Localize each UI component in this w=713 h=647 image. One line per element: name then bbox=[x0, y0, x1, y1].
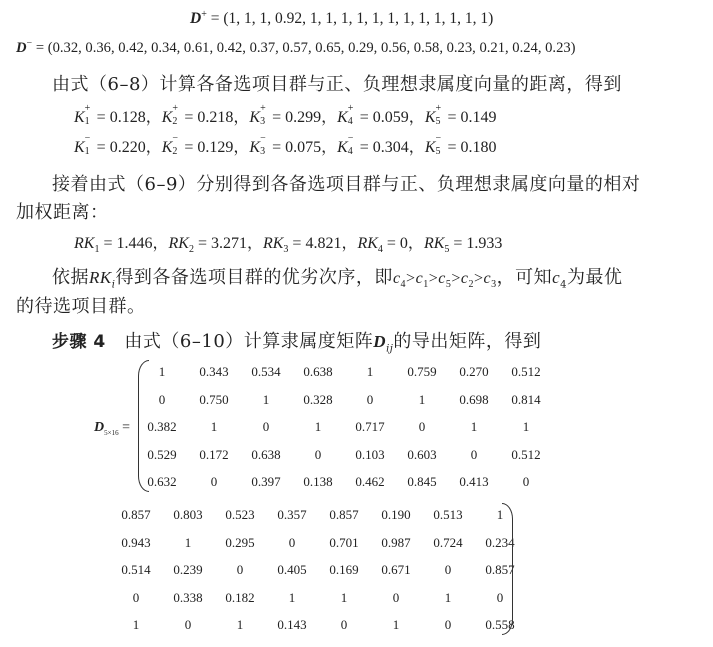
d-minus-symbol: D bbox=[16, 40, 27, 56]
matrix-right-cell: 0.169 bbox=[329, 562, 359, 577]
k-minus-sub: 4 bbox=[347, 146, 353, 157]
k-minus-symbol: K bbox=[74, 139, 85, 156]
k-plus-term bbox=[74, 103, 162, 127]
k-plus-sub: 4 bbox=[347, 116, 353, 127]
matrix-right-row bbox=[110, 590, 530, 610]
matrix-right-cell: 0.943 bbox=[121, 534, 151, 550]
k-minus-row bbox=[74, 134, 497, 157]
matrix-left-cell: 0 bbox=[210, 474, 218, 489]
ranking-text-c: ，可知 bbox=[496, 267, 553, 288]
k-minus-term bbox=[161, 133, 250, 157]
step-4-text-b: 的导出矩阵，得到 bbox=[393, 331, 542, 352]
matrix-left-row bbox=[136, 474, 556, 494]
rk-row bbox=[74, 230, 503, 256]
matrix-left-cell: 0.328 bbox=[303, 391, 333, 407]
k-plus-value: = 0.299， bbox=[268, 109, 338, 126]
matrix-right-cell: 0.239 bbox=[173, 562, 203, 577]
matrix-left-cell: 0.512 bbox=[511, 446, 541, 462]
matrix-right-cell: 0.338 bbox=[173, 589, 203, 605]
matrix-left-cell: 0.397 bbox=[251, 474, 281, 489]
matrix-right-cell: 0 bbox=[184, 617, 192, 632]
matrix-right-block bbox=[110, 507, 515, 637]
matrix-right-cell: 0.857 bbox=[121, 507, 151, 522]
k-minus-term bbox=[249, 133, 338, 157]
k-plus-indices bbox=[435, 103, 443, 127]
step-4-line bbox=[52, 327, 541, 353]
matrix-left-cell: 1 bbox=[158, 364, 166, 379]
d-minus-equation bbox=[16, 40, 576, 57]
rk-sub: 4 bbox=[377, 244, 383, 256]
matrix-right-cell: 0.558 bbox=[485, 617, 515, 632]
matrix-right-cell: 0.671 bbox=[381, 562, 411, 577]
matrix-right-cell: 0.513 bbox=[433, 507, 463, 522]
rk-value: = 4.821， bbox=[288, 235, 358, 252]
matrix-left-cell: 0.759 bbox=[407, 364, 437, 379]
matrix-left-cell: 0.814 bbox=[511, 391, 541, 407]
matrix-left-cell: 0.413 bbox=[459, 474, 489, 489]
matrix-left-cell: 1 bbox=[314, 419, 322, 434]
order-item-sub: 2 bbox=[468, 279, 474, 291]
matrix-right-cell: 0.724 bbox=[433, 534, 463, 550]
ranking-text-a: 依据 bbox=[52, 267, 89, 288]
matrix-right-row bbox=[110, 562, 530, 582]
matrix-left-cell: 0.462 bbox=[355, 474, 385, 489]
matrix-right-cell: 0.701 bbox=[329, 534, 359, 550]
k-minus-term bbox=[337, 133, 425, 157]
d-plus-equals: = bbox=[206, 10, 224, 27]
paragraph-weighted-distance-line1: 接着由式（6–9）分别得到各备选项目群与正、负理想隶属度向量的相对 bbox=[52, 174, 641, 195]
order-operator: > bbox=[473, 270, 484, 287]
k-minus-term bbox=[74, 133, 162, 157]
matrix-right-cell: 1 bbox=[288, 589, 296, 605]
matrix-left-cell: 0 bbox=[314, 446, 322, 462]
matrix-right-cell: 0.357 bbox=[277, 507, 307, 522]
rk-value: = 0， bbox=[382, 235, 424, 252]
matrix-left-cell: 0.603 bbox=[407, 446, 437, 462]
k-minus-sup: − bbox=[347, 133, 354, 144]
matrix-left-cell: 0.138 bbox=[303, 474, 333, 489]
matrix-left-row bbox=[136, 392, 556, 412]
k-minus-sup: − bbox=[172, 133, 179, 144]
rk-symbol: RK bbox=[423, 235, 445, 252]
k-minus-sub: 5 bbox=[435, 146, 441, 157]
matrix-left-cell: 0.845 bbox=[407, 474, 437, 489]
matrix-right-cell: 0 bbox=[444, 562, 452, 577]
matrix-right-cell: 0 bbox=[236, 562, 244, 577]
k-minus-sub: 3 bbox=[260, 146, 266, 157]
k-minus-value: = 0.220， bbox=[92, 139, 162, 156]
order-item-sub: 1 bbox=[423, 279, 429, 291]
k-plus-value: = 0.218， bbox=[180, 109, 250, 126]
ranking-order bbox=[392, 270, 497, 291]
matrix-label-sub: 5×16 bbox=[104, 428, 119, 437]
d-plus-sup: + bbox=[201, 8, 207, 20]
matrix-right-row bbox=[110, 617, 530, 637]
k-minus-symbol: K bbox=[337, 139, 348, 156]
ranking-text-b: 得到各备选项目群的优劣次序，即 bbox=[115, 267, 393, 288]
matrix-left-cell: 0 bbox=[418, 419, 426, 434]
k-minus-indices bbox=[172, 133, 180, 157]
matrix-right-cell: 0.523 bbox=[225, 507, 255, 522]
matrix-right-cell: 0 bbox=[340, 617, 348, 632]
step-4-text-a: 由式（6–10）计算隶属度矩阵 bbox=[124, 331, 374, 352]
rk-term bbox=[74, 235, 169, 256]
matrix-label bbox=[94, 420, 130, 436]
matrix-left-cell: 0.632 bbox=[147, 474, 177, 489]
best-c-sub: 4 bbox=[560, 279, 568, 291]
order-item-symbol: c bbox=[415, 270, 424, 287]
d-minus-vector: (0.32, 0.36, 0.42, 0.34, 0.61, 0.42, 0.37, 0.57, 0.65, 0.29, 0.56, 0.58, 0.23, 0.21, 0.24, 0.23) bbox=[47, 40, 576, 56]
matrix-left-cell: 0.512 bbox=[511, 364, 541, 379]
matrix-right-cell: 0.182 bbox=[225, 589, 255, 605]
k-plus-term bbox=[249, 103, 338, 127]
matrix-label-equals: = bbox=[122, 420, 130, 435]
k-minus-indices bbox=[347, 133, 356, 157]
matrix-left-cell: 0 bbox=[158, 391, 166, 407]
k-minus-value: = 0.304， bbox=[355, 139, 425, 156]
k-minus-value: = 0.129， bbox=[180, 139, 250, 156]
k-plus-symbol: K bbox=[337, 109, 348, 126]
matrix-left-cell: 1 bbox=[470, 419, 478, 434]
matrix-left-cell: 0.717 bbox=[355, 419, 385, 434]
k-plus-sup: + bbox=[435, 103, 442, 114]
k-minus-value: = 0.180 bbox=[443, 139, 497, 156]
matrix-left-cell: 0.103 bbox=[355, 446, 385, 462]
order-item-sub: 4 bbox=[400, 279, 407, 291]
matrix-right-cell: 0.514 bbox=[121, 562, 151, 577]
k-plus-indices bbox=[260, 103, 268, 127]
matrix-right-row bbox=[110, 535, 530, 555]
k-plus-row bbox=[74, 104, 497, 127]
matrix-right-cell: 0.234 bbox=[485, 534, 515, 550]
rk-sub: 3 bbox=[283, 244, 289, 256]
k-minus-symbol: K bbox=[161, 139, 173, 156]
order-operator: > bbox=[428, 270, 439, 287]
rk-value: = 1.933 bbox=[449, 235, 503, 252]
matrix-right-cell: 1 bbox=[340, 589, 348, 605]
matrix-right-cell: 1 bbox=[392, 617, 400, 632]
rk-sub: 1 bbox=[94, 244, 100, 256]
matrix-right-cell: 1 bbox=[184, 534, 192, 550]
order-item-sub: 3 bbox=[491, 279, 497, 291]
k-plus-symbol: K bbox=[161, 109, 173, 126]
matrix-left-cell: 0.529 bbox=[147, 446, 177, 462]
matrix-right-cell: 0.295 bbox=[225, 534, 255, 550]
k-plus-value: = 0.149 bbox=[443, 109, 497, 126]
k-minus-value: = 0.075， bbox=[268, 139, 338, 156]
k-plus-value: = 0.059， bbox=[355, 109, 425, 126]
k-plus-sub: 2 bbox=[172, 116, 178, 127]
d-plus-symbol: D bbox=[190, 10, 202, 27]
k-plus-sup: + bbox=[172, 103, 179, 114]
k-plus-value: = 0.128， bbox=[92, 109, 162, 126]
k-plus-sub: 1 bbox=[84, 116, 90, 127]
matrix-right-cell: 0 bbox=[496, 589, 504, 605]
paragraph-ranking-line1 bbox=[52, 263, 623, 289]
rk-value: = 1.446， bbox=[99, 235, 169, 252]
k-minus-symbol: K bbox=[249, 139, 261, 156]
d-plus-vector: (1, 1, 1, 0.92, 1, 1, 1, 1, 1, 1, 1, 1, 1, 1, 1, 1) bbox=[223, 10, 494, 27]
matrix-left-cell: 1 bbox=[366, 364, 374, 379]
matrix-right-row bbox=[110, 507, 530, 527]
rk-symbol: RK bbox=[262, 235, 284, 252]
k-plus-term bbox=[161, 103, 250, 127]
k-minus-sup: − bbox=[435, 133, 442, 144]
step-4-matrix-sub: ij bbox=[386, 343, 394, 355]
matrix-left-cell: 0.638 bbox=[303, 364, 333, 379]
matrix-right-cell: 0 bbox=[392, 589, 400, 605]
k-plus-indices bbox=[172, 103, 180, 127]
matrix-label-symbol: D bbox=[94, 420, 105, 435]
k-minus-sup: − bbox=[84, 133, 91, 144]
matrix-left-cell: 0 bbox=[522, 474, 530, 489]
matrix-left-row bbox=[136, 447, 556, 467]
rk-sub: 2 bbox=[188, 244, 194, 256]
order-item-symbol: c bbox=[460, 270, 469, 287]
matrix-left-cell: 1 bbox=[262, 391, 270, 407]
order-item-symbol: c bbox=[438, 270, 446, 287]
rk-symbol: RK bbox=[357, 235, 378, 252]
matrix-right-cell: 0.405 bbox=[277, 562, 307, 577]
matrix-left-cell: 0 bbox=[366, 391, 374, 407]
matrix-left-cell: 1 bbox=[418, 391, 426, 407]
matrix-right-cell: 1 bbox=[236, 617, 244, 632]
rk-term bbox=[168, 235, 263, 256]
matrix-left-cell: 0.343 bbox=[199, 364, 229, 379]
matrix-left-row bbox=[136, 364, 556, 384]
k-plus-symbol: K bbox=[74, 109, 85, 126]
order-item-sub: 5 bbox=[445, 279, 452, 291]
rk-symbol: RK bbox=[168, 235, 189, 252]
k-plus-sup: + bbox=[347, 103, 354, 114]
matrix-right-cell: 1 bbox=[496, 507, 504, 522]
k-plus-sup: + bbox=[260, 103, 266, 114]
d-minus-sup: − bbox=[26, 38, 33, 50]
matrix-left-cell: 0.382 bbox=[147, 419, 177, 434]
d-plus-equation bbox=[190, 10, 493, 28]
rk-value: = 3.271， bbox=[193, 235, 263, 252]
k-minus-indices bbox=[260, 133, 268, 157]
k-minus-indices bbox=[435, 133, 443, 157]
paragraph-ranking-line2: 的待选项目群。 bbox=[16, 296, 146, 317]
rk-i-sub: i bbox=[111, 279, 116, 291]
order-operator: > bbox=[451, 270, 461, 287]
matrix-right-cell: 0.857 bbox=[329, 507, 359, 522]
paragraph-weighted-distance-line2: 加权距离： bbox=[16, 202, 109, 223]
matrix-left-cell: 0 bbox=[262, 419, 270, 434]
k-minus-sup: − bbox=[260, 133, 266, 144]
matrix-left-cell: 0.750 bbox=[199, 391, 229, 407]
matrix-left-cell: 0.270 bbox=[459, 364, 489, 379]
matrix-right-cell: 0 bbox=[444, 617, 452, 632]
d-minus-equals: = bbox=[32, 40, 48, 56]
matrix-right-cell: 1 bbox=[132, 617, 140, 632]
k-plus-symbol: K bbox=[424, 109, 436, 126]
matrix-left-row bbox=[136, 419, 556, 439]
matrix-left-cell: 0.172 bbox=[199, 446, 229, 462]
best-c-symbol: c bbox=[552, 268, 561, 287]
k-plus-sup: + bbox=[84, 103, 91, 114]
matrix-left-block bbox=[136, 364, 541, 494]
k-plus-indices bbox=[84, 103, 93, 127]
matrix-left-cell: 0.534 bbox=[251, 364, 281, 379]
matrix-right-cell: 0 bbox=[132, 589, 140, 605]
k-plus-symbol: K bbox=[249, 109, 261, 126]
matrix-right-cell: 0.190 bbox=[381, 507, 411, 522]
step-4-label: 步骤 4 bbox=[52, 332, 106, 352]
matrix-right-cell: 0.143 bbox=[277, 617, 307, 632]
paragraph-distance-intro: 由式（6–8）计算各备选项目群与正、负理想隶属度向量的距离，得到 bbox=[52, 74, 622, 95]
step-4-matrix-symbol: D bbox=[373, 332, 387, 351]
rk-term bbox=[423, 235, 503, 256]
k-plus-indices bbox=[347, 103, 356, 127]
rk-sub: 5 bbox=[444, 244, 450, 256]
matrix-left-cell: 0.698 bbox=[459, 391, 489, 407]
k-minus-sub: 1 bbox=[84, 146, 90, 157]
k-plus-term bbox=[424, 103, 497, 127]
rk-term bbox=[357, 235, 424, 256]
order-operator: > bbox=[406, 270, 416, 287]
k-minus-indices bbox=[84, 133, 93, 157]
matrix-right-cell: 1 bbox=[444, 589, 452, 605]
order-item-symbol: c bbox=[392, 270, 401, 287]
matrix-right-cell: 0 bbox=[288, 534, 296, 550]
rk-symbol: RK bbox=[74, 235, 95, 252]
k-plus-sub: 3 bbox=[260, 116, 266, 127]
rk-i-symbol: RK bbox=[89, 268, 112, 287]
matrix-right-bracket bbox=[502, 503, 513, 635]
k-minus-symbol: K bbox=[424, 139, 436, 156]
order-item-symbol: c bbox=[483, 270, 492, 287]
matrix-left-cell: 0 bbox=[470, 446, 478, 462]
ranking-text-d: 为最优 bbox=[567, 267, 623, 288]
k-minus-sub: 2 bbox=[172, 146, 178, 157]
matrix-right-cell: 0.803 bbox=[173, 507, 203, 522]
k-plus-term bbox=[337, 103, 425, 127]
rk-term bbox=[262, 235, 358, 256]
matrix-left-cell: 1 bbox=[210, 419, 218, 434]
matrix-right-cell: 0.857 bbox=[485, 562, 515, 577]
k-plus-sub: 5 bbox=[435, 116, 441, 127]
matrix-left-cell: 1 bbox=[522, 419, 530, 434]
matrix-right-cell: 0.987 bbox=[381, 534, 411, 550]
matrix-left-cell: 0.638 bbox=[251, 446, 281, 462]
k-minus-term bbox=[424, 133, 497, 157]
